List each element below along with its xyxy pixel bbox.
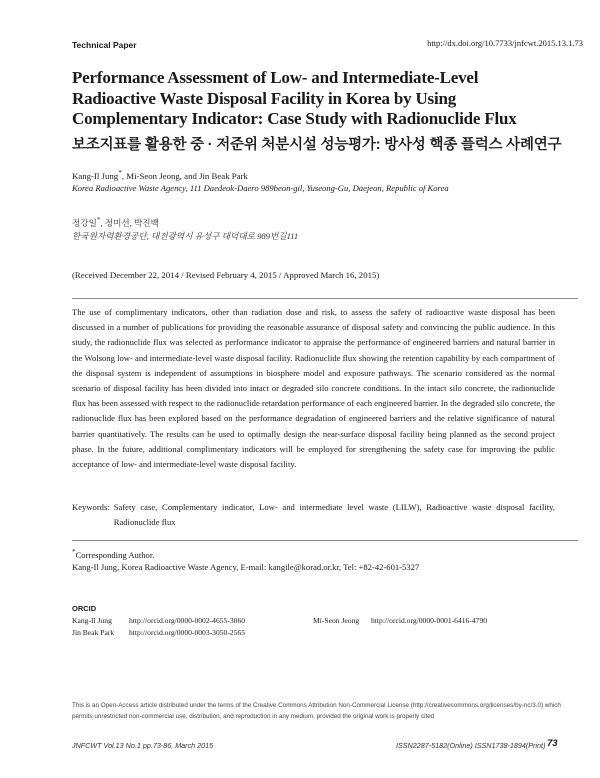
author-rest: , Mi-Seon Jeong, and Jin Beak Park <box>121 170 248 181</box>
license-notice: This is an Open-Access article distributed under the terms of the Creative Commons Attribution Non-Commercial License (http://creativecommons.org/licenses/by-nc/3.0) which permits unrestricted non-commercial use, distribution, and reproduction in any medium, provided the original work is properly cited <box>72 702 561 720</box>
korean-author-list <box>72 216 159 229</box>
orcid-link[interactable]: http://orcid.org/0000-0002-4655-3060 <box>129 616 246 625</box>
orcid-heading: ORCID <box>72 604 97 613</box>
korean-corresponding-mark: * <box>96 216 101 224</box>
korean-title: 보조지표를 활용한 중 · 저준위 처분시설 성능평가: 방사성 핵종 플럭스 사례연구 <box>72 137 562 153</box>
korean-affiliation: 한국원자력환경공단, 대전광역시 유성구 대덕대로 989번길111 <box>72 231 299 241</box>
corresponding-mark: * <box>72 548 76 556</box>
title-line: Performance Assessment of Low- and Intermediate-Level <box>72 68 479 87</box>
issn: ISSN2287-5182(Online) ISSN1738-1894(Print) <box>396 741 546 750</box>
doi-link[interactable]: http://dx.doi.org/10.7733/jnfcwt.2015.13.1.73 <box>427 38 583 48</box>
orcid-name: Kang-Il Jung <box>72 616 112 625</box>
keywords <box>72 500 555 530</box>
title-line: Complementary Indicator: Case Study with Radionuclide Flux <box>72 109 517 128</box>
author-list <box>72 168 248 181</box>
corresponding-label-text: Corresponding Author. <box>75 549 155 560</box>
keywords-label: Keywords: <box>72 502 110 512</box>
orcid-link[interactable]: http://orcid.org/0000-0001-6416-4790 <box>371 616 488 625</box>
corresponding-author-info: Kang-Il Jung, Korea Radioactive Waste Agency, E-mail: kangile@korad.or.kr, Tel: +82-42-601-5327 <box>72 562 420 572</box>
paper-title <box>72 68 572 130</box>
keywords-text: Safety case, Complementary indicator, Low- and intermediate level waste (LILW), Radioactive waste disposal facility, Radionuclide flux <box>113 502 555 528</box>
abstract: The use of complimentary indicators, other than radiation dose and risk, to assess the safety of radioactive waste disposal has been discussed in a number of publications for providing the reasonable assurance of disposal safety and convincing the public audience. In this study, the radionuclide flux was selected as performance indicator to appraise the performance of engineered barriers and natural barrier in the Wolsong low- and intermediate-level waste disposal facility. Radionuclide flux showing the retention capability by each compartment of the disposal system is independent of assumptions in biosphere model and exposure pathways. The scenario considered as the normal scenario of disposal facility has been divided into intact or degraded silo concrete conditions. In the intact silo concrete, the radionuclide flux has been assessed with respect to the radionuclide retardation performance of each engineered barrier. In the degraded silo concrete, the radionuclide flux has been explored based on the performance degradation of engineered barriers and the relative significance of natural barrier quantitatively. The results can be used to optimally design the near-surface disposal facility being planned as the second project phase. In the future, additional complimentary indicators will be employed for strengthening the safety case for improving the public acceptance of low- and intermediate-level waste disposal facility. <box>72 307 555 470</box>
corresponding-author-label <box>72 548 154 560</box>
divider-top <box>72 298 578 299</box>
journal-citation: JNFCWT Vol.13 No.1 pp.73-86, March 2015 <box>72 741 214 750</box>
page-number: 73 <box>547 738 558 749</box>
orcid-link[interactable]: http://orcid.org/0000-0003-3050-2565 <box>129 628 246 637</box>
received-dates: (Received December 22, 2014 / Revised February 4, 2015 / Approved March 16, 2015) <box>72 270 380 280</box>
korean-author-first: 정강일 <box>72 217 97 228</box>
divider-bottom <box>72 540 578 541</box>
orcid-name: Mi-Seon Jeong <box>313 616 360 625</box>
corresponding-mark: * <box>118 168 122 177</box>
orcid-name: Jin Beak Park <box>72 628 115 637</box>
author-first: Kang-Il Jung <box>72 170 119 181</box>
title-line: Radioactive Waste Disposal Facility in Korea by Using <box>72 88 457 108</box>
affiliation: Korea Radioactive Waste Agency, 111 Daedeok-Daero 989beon-gil, Yuseong-Gu, Daejeon, Republic of Korea <box>72 183 449 193</box>
section-label: Technical Paper <box>72 40 137 50</box>
korean-author-rest: , 정미선, 박진백 <box>100 217 159 228</box>
